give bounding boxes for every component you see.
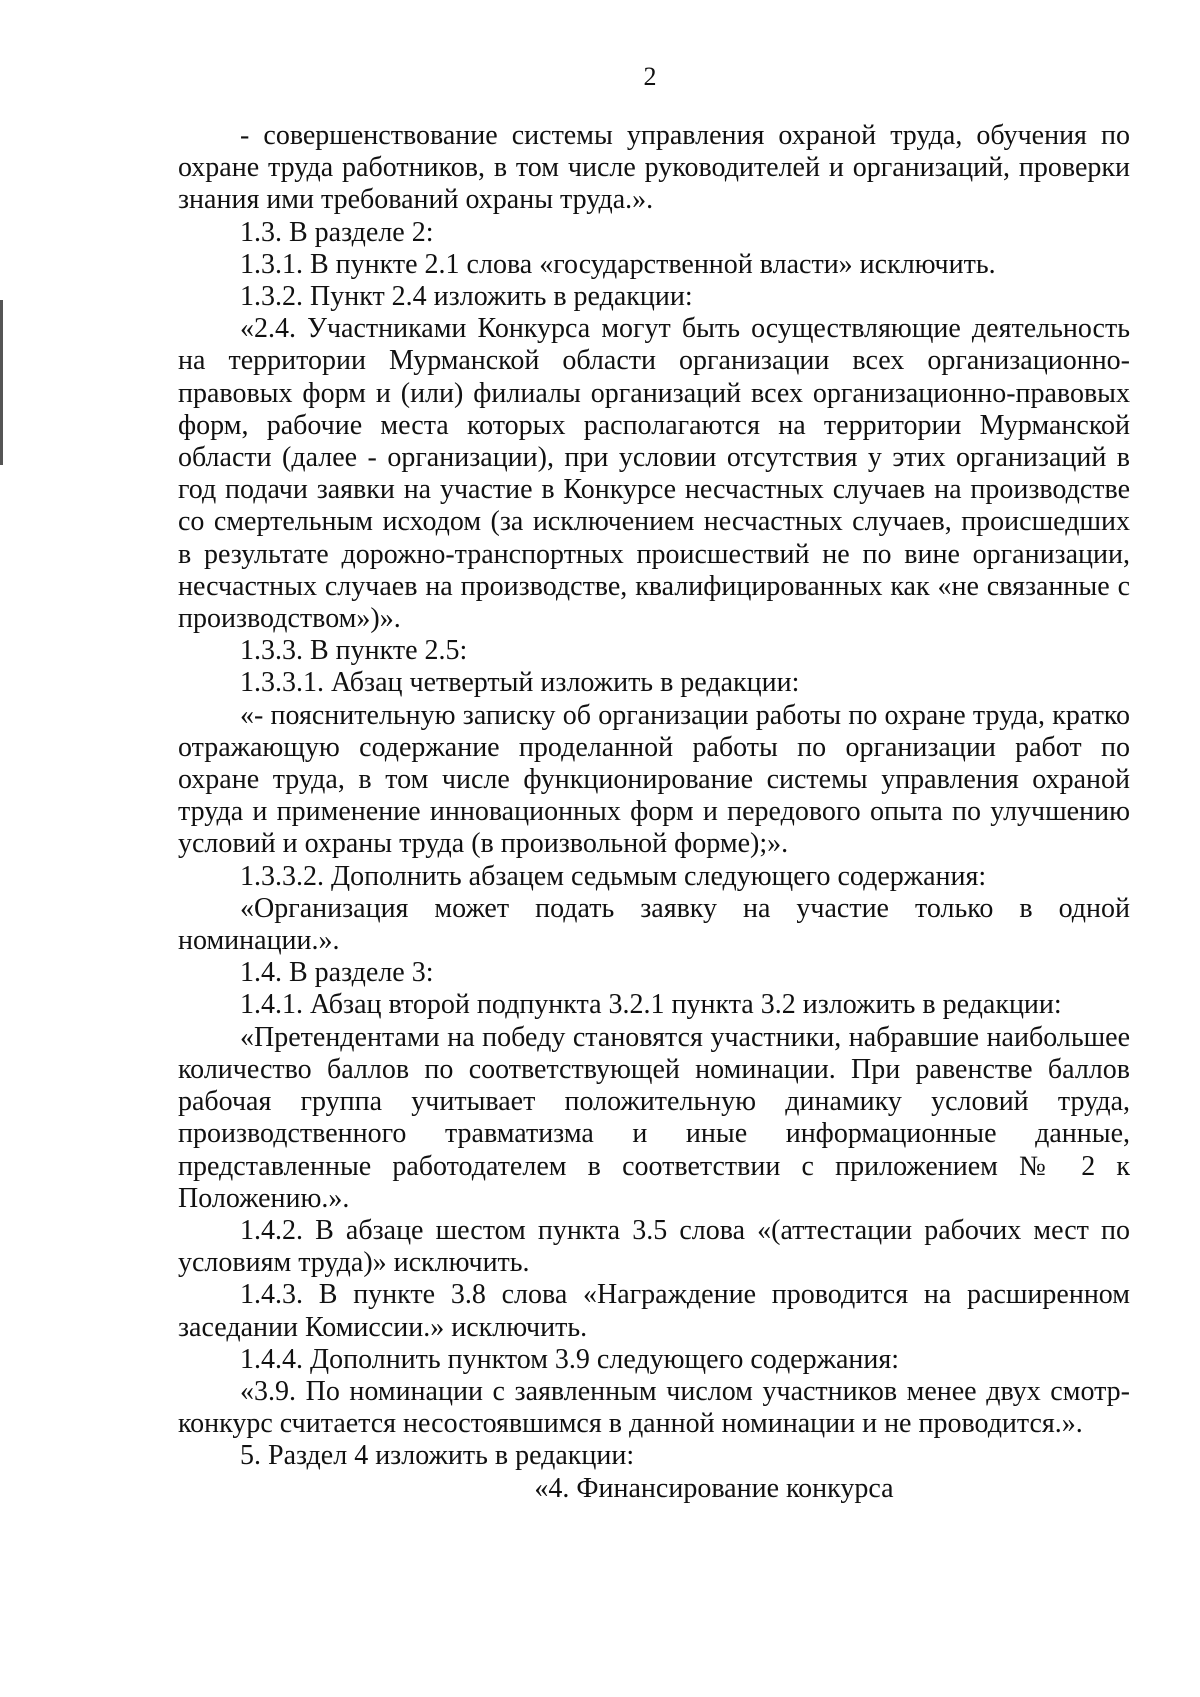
section-heading-financing: «4. Финансирование конкурса <box>534 1472 894 1504</box>
paragraph-item-1-3-2: 1.3.2. Пункт 2.4 изложить в редакции: <box>240 281 693 313</box>
paragraph-quote-3-9: «3.9. По номинации с заявленным числом участников менее двух смотр-конкурс считается несостоявшимся в данной номинации и не проводится.». <box>178 1375 1130 1440</box>
scan-edge-mark <box>0 300 3 465</box>
paragraph-item-1-3-3-2: 1.3.3.2. Дополнить абзацем седьмым следующего содержания: <box>240 860 987 892</box>
paragraph-item-1-3-1: 1.3.1. В пункте 2.1 слова «государственной власти» исключить. <box>240 248 996 280</box>
paragraph-quote-one-nomination: «Организация может подать заявку на участие только в одной номинации.». <box>178 892 1130 957</box>
paragraph-item-1-4-2: 1.4.2. В абзаце шестом пункта 3.5 слова «(аттестации рабочих мест по условиям труда)» исключить. <box>178 1214 1130 1279</box>
paragraph-item-1-3-3-1: 1.3.3.1. Абзац четвертый изложить в редакции: <box>240 667 800 699</box>
paragraph-item-1-4-1: 1.4.1. Абзац второй подпункта 3.2.1 пункта 3.2 изложить в редакции: <box>240 989 1062 1021</box>
paragraph-item-5: 5. Раздел 4 изложить в редакции: <box>240 1440 635 1472</box>
paragraph-quote-candidates: «Претендентами на победу становятся участники, набравшие наибольшее количество баллов по соответствующей номинации. При равенстве баллов рабочая группа учитывает положительную динамику условий труда, производственного травматизма и иные информационные данные, представленные работодателем в соответствии с приложением № 2 к Положению.». <box>178 1021 1130 1214</box>
paragraph-item-1-4-4: 1.4.4. Дополнить пунктом 3.9 следующего содержания: <box>240 1343 900 1375</box>
paragraph-item-1-4: 1.4. В разделе 3: <box>240 957 434 989</box>
paragraph-continuation: - совершенствование системы управления охраной труда, обучения по охране труда работников, в том числе руководителей и организаций, проверки знания ими требований охраны труда.». <box>178 120 1130 216</box>
paragraph-quote-2-4: «2.4. Участниками Конкурса могут быть осуществляющие деятельность на территории Мурманской области организации всех организационно-правовых форм и (или) филиалы организаций всех организационно-правовых форм, рабочие места которых располагаются на территории Мурманской области (далее - организации), при условии отсутствия у этих организаций в год подачи заявки на участие в Конкурсе несчастных случаев на производстве со смертельным исходом (за исключением несчастных случаев, происшедших в результате дорожно-транспортных происшествий не по вине организации, несчастных случаев на производстве, квалифицированных как «не связанные с производством»)». <box>178 313 1130 635</box>
paragraph-item-1-4-3: 1.4.3. В пункте 3.8 слова «Награждение проводится на расширенном заседании Комиссии.» исключить. <box>178 1279 1130 1343</box>
paragraph-item-1-3: 1.3. В разделе 2: <box>240 216 434 248</box>
document-body <box>178 120 1130 1505</box>
paragraph-quote-explanatory-note: «- пояснительную записку об организации работы по охране труда, кратко отражающую содержание проделанной работы по организации работ по охране труда, в том числе функционирование системы управления охраной труда и применение инновационных форм и передового опыта по улучшению условий и охраны труда (в произвольной форме);». <box>178 699 1130 860</box>
page-number: 2 <box>643 62 657 91</box>
paragraph-item-1-3-3: 1.3.3. В пункте 2.5: <box>240 635 468 667</box>
